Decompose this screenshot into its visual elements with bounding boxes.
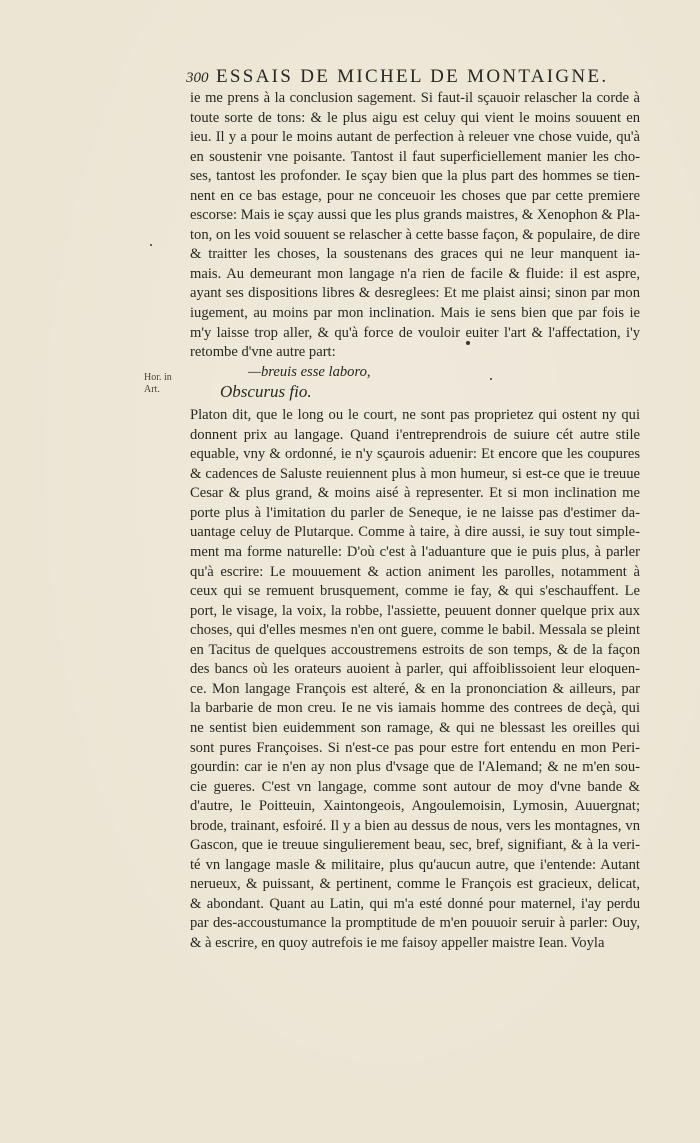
page-header xyxy=(186,64,642,90)
text-line: retombe d'vne autre part: xyxy=(190,344,336,361)
text-line: ment ma forme naturelle: D'où c'est à l'aduanture que ie puis plus, à parler xyxy=(190,544,640,561)
text-line: Cesar & plus grand, & moins aisé à representer. Et si mon inclination me xyxy=(190,485,640,502)
body-text xyxy=(190,89,640,954)
text-line: ie me prens à la conclusion sagement. Si faut-il sçauoir relascher la corde à xyxy=(190,90,640,106)
text-line: ieu. Il y a pour le moins autant de perfection à releuer vne chose vuide, qu'à xyxy=(190,129,640,146)
margin-note xyxy=(144,372,184,396)
text-line: ceux qui se remuent brusquement, comme ie fay, & qui s'eschauffent. Le xyxy=(190,583,640,600)
text-line: Gascon, que ie treuue singulierement beau, sec, bref, signifiant, & à la veri- xyxy=(190,837,640,854)
text-line: des bancs où les orateurs auoient à parler, qui affoiblissoient leur eloquen- xyxy=(190,661,640,678)
text-line: brode, trainant, esfoiré. Il y a bien au dessus de nous, vers les montagnes, vn xyxy=(190,817,640,834)
running-head: ESSAIS DE MICHEL DE MONTAIGNE. xyxy=(216,66,609,87)
text-line: toute sorte de tons: & le plus aigu est celuy qui vient le moins souuent en xyxy=(190,109,640,126)
text-line: iugement, au moins par mon inclination. Mais ie sens bien que par fois ie xyxy=(190,305,640,322)
text-line: té vn langage masle & militaire, plus qu'aucun autre, que i'entende: Autant xyxy=(190,856,640,873)
text-line: porte plus à l'imitation du parler de Seneque, ie ne laisse pas d'estimer da- xyxy=(190,504,640,521)
margin-note-line-2: Art. xyxy=(144,384,160,395)
text-line: sont pures Françoises. Si n'est-ce pas pour estre fort entendu en mon Peri- xyxy=(190,739,640,756)
latin-quote-line-1: —breuis esse laboro, xyxy=(248,363,371,380)
paragraph-2 xyxy=(190,406,640,953)
text-line: m'y laisse trop aller, & qu'à force de vouloir euiter l'art & l'affectation, i'y xyxy=(190,324,640,341)
text-line: ce. Mon langage François est alteré, & en la prononciation & ailleurs, par xyxy=(190,680,640,697)
text-line: ses, tantost les profonder. Ie sçay bien que la plus part des hommes se tien- xyxy=(190,168,640,185)
text-line: ton, on les void souuent se relascher à cette basse façon, & populaire, de dire xyxy=(190,226,640,243)
paragraph-1 xyxy=(190,89,640,363)
text-line: gourdin: car ie n'en ay non plus d'vsage que de l'Alemand; & ne m'en sou- xyxy=(190,759,640,776)
text-line: nent en ce bas estage, pour ne conceuoir les choses que par cette premiere xyxy=(190,187,640,204)
text-line: escorse: Mais ie sçay aussi que les plus grands maistres, & Xenophon & Pla- xyxy=(190,207,640,224)
text-line: uantage celuy de Plutarque. Comme à taire, à dire aussi, ie suy tout simple- xyxy=(190,524,640,541)
text-line: qu'à escrire: Le mouuement & action animent les parolles, notamment à xyxy=(190,563,640,580)
text-line: choses, qui d'elles mesmes n'en ont guere, comme le babil. Messala se pleint xyxy=(190,622,640,639)
latin-quote-line-2: Obscurus fio. xyxy=(220,382,312,402)
text-line: d'autre, le Poitteuin, Xaintongeois, Angoulemoisin, Lymosin, Auuergnat; xyxy=(190,798,640,815)
text-line: en Tacitus de quelques accoustremens estroits de son temps, & de la façon xyxy=(190,641,640,658)
ink-speck xyxy=(150,244,152,246)
text-line: & cadences de Saluste reuiennent plus à mon humeur, si est-ce que ie treuue xyxy=(190,465,640,482)
text-line: cie gueres. C'est vn langage, comme sont autour de moy d'vne bande & xyxy=(190,778,640,795)
margin-note-line-1: Hor. in xyxy=(144,372,172,383)
text-line: mais. Au demeurant mon langage n'a rien de facile & fluide: il est aspre, xyxy=(190,265,640,282)
text-line: Platon dit, que le long ou le court, ne sont pas proprietez qui ostent ny qui xyxy=(190,407,640,424)
text-line: nerueux, & puissant, & pertinent, comme le François est gracieux, delicat, xyxy=(190,876,640,893)
text-line: ne sentist bien euidemment son ramage, & qui ne blessast les oreilles qui xyxy=(190,719,640,736)
text-line: en soustenir vne poisante. Tantost il faut superficiellement manier les cho- xyxy=(190,148,640,165)
ink-speck xyxy=(490,378,492,380)
text-line: & abondant. Quant au Latin, qui m'a esté donné pour maternel, i'ay perdu xyxy=(190,895,640,912)
page-number: 300 xyxy=(186,70,209,86)
text-line: par des-accoustumance la promptitude de m'en pouuoir seruir à parler: Ouy, xyxy=(190,915,640,932)
text-line: equable, vny & ordonné, ie n'y sçaurois aduenir: Et encore que les coupures xyxy=(190,446,640,463)
text-line: la barbarie de mon creu. Ie ne vis iamais homme des contrees de deçà, qui xyxy=(190,700,640,717)
ink-speck xyxy=(466,341,470,345)
text-line: donnent prix au langage. Quand i'entreprendrois de suiure cét autre stile xyxy=(190,426,640,443)
text-line: & à escrire, en quoy autrefois ie me faisoy appeller maistre Iean. Voyla xyxy=(190,934,605,951)
text-line: ayant ses dispositions libres & desreglees: Et me plaist ainsi; sinon par mon xyxy=(190,285,640,302)
text-line: port, le visage, la voix, la robbe, l'assiette, peuuent donner quelque prix aux xyxy=(190,602,640,619)
text-line: & traitter les choses, la soustenans des graces qui ne leur manquent ia- xyxy=(190,246,640,263)
